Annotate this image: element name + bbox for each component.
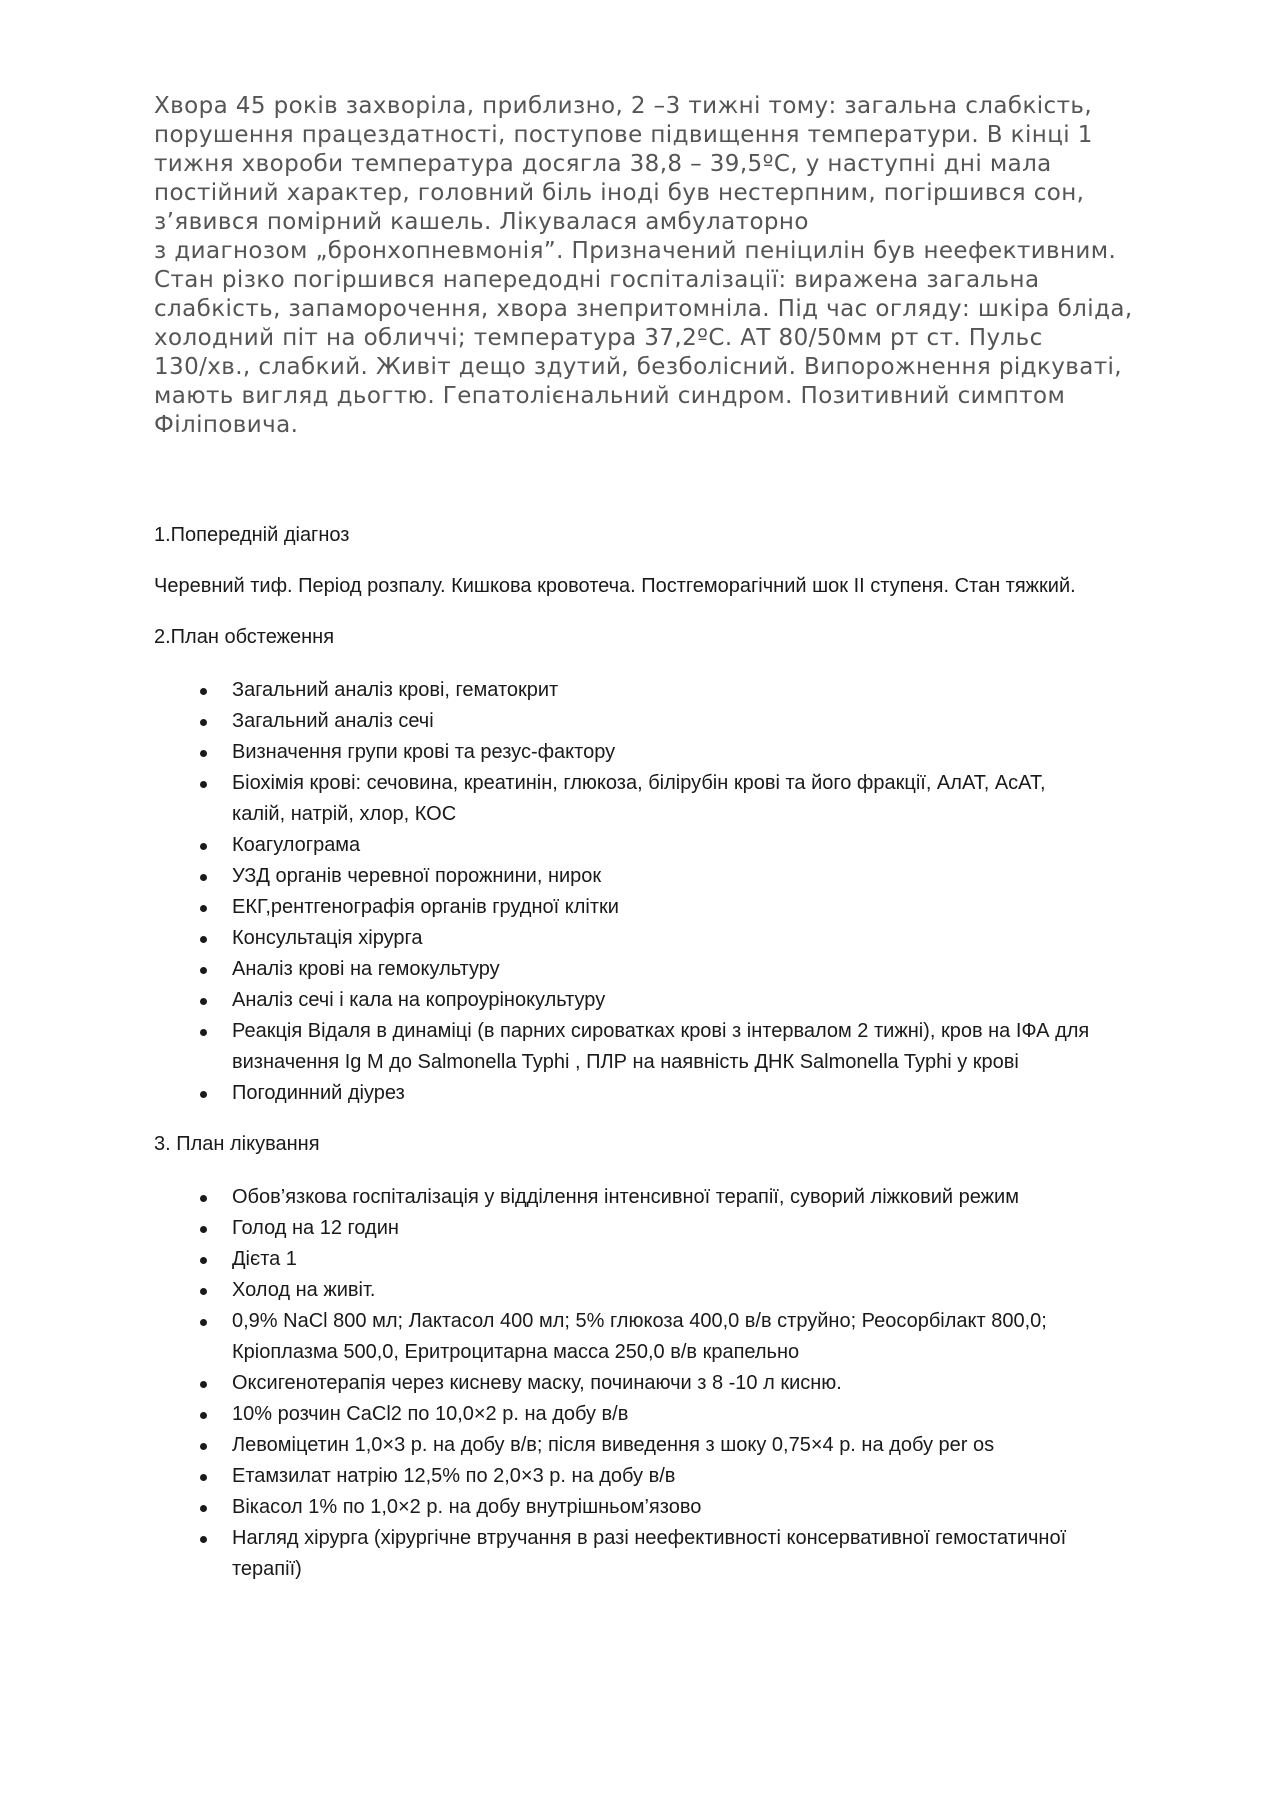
bullet-icon [200, 1319, 207, 1326]
treatment-plan-item [154, 1275, 1194, 1306]
case-text-line: Філіповича. [154, 412, 299, 438]
treatment-plan-item [154, 1244, 1194, 1275]
treatment-plan-item [154, 1182, 1194, 1213]
bullet-icon [200, 1257, 207, 1264]
bullet-icon [200, 1536, 207, 1543]
treatment-plan-item [154, 1306, 1194, 1368]
bullet-icon [200, 1288, 207, 1295]
list-item-text: Левоміцетин 1,0×3 р. на добу в/в; після виведення з шоку 0,75×4 р. на добу per os [232, 1434, 995, 1456]
bullet-icon [200, 719, 207, 726]
list-item-text: Холод на живіт. [232, 1279, 376, 1301]
list-item-text: 10% розчин CaCl2 по 10,0×2 р. на добу в/в [232, 1403, 629, 1425]
case-description [154, 92, 1214, 440]
bullet-icon [200, 688, 207, 695]
list-item-text: Голод на 12 годин [232, 1217, 399, 1239]
list-item-text: визначення Ig M до Salmonella Typhi , ПЛР на наявність ДНК Salmonella Typhi у крові [232, 1051, 1019, 1073]
treatment-plan-item [154, 1492, 1194, 1523]
bullet-icon [200, 967, 207, 974]
list-item-text: терапії) [232, 1558, 302, 1580]
answers-section [154, 520, 1194, 1585]
list-item-text: Нагляд хірурга (хірургічне втручання в разі неефективності консервативної гемостатичної [232, 1527, 1067, 1549]
exam-plan-item [154, 985, 1194, 1016]
treatment-plan-item [154, 1430, 1194, 1461]
exam-plan-item [154, 1016, 1194, 1078]
exam-plan-item [154, 954, 1194, 985]
case-text-line: слабкість, запаморочення, хвора знепритомніла. Під час огляду: шкіра бліда, [154, 296, 1133, 322]
bullet-icon [200, 1474, 207, 1481]
bullet-icon [200, 936, 207, 943]
exam-plan-item [154, 1078, 1194, 1109]
bullet-icon [200, 874, 207, 881]
case-text-line: постійний характер, головний біль іноді був нестерпним, погіршився сон, [154, 180, 1085, 206]
exam-plan-item [154, 830, 1194, 861]
bullet-icon [200, 1091, 207, 1098]
bullet-icon [200, 1505, 207, 1512]
case-text-line: порушення працездатності, поступове підвищення температури. В кінці 1 [154, 122, 1093, 148]
bullet-icon [200, 1381, 207, 1388]
case-text-line: з диагнозом „бронхопневмонія”. Призначений пеніцилін був неефективним. [154, 238, 1117, 264]
exam-plan-heading: 2.План обстеження [154, 626, 335, 648]
treatment-plan-item [154, 1399, 1194, 1430]
exam-plan-item [154, 737, 1194, 768]
list-item-text: Біохімія крові: сечовина, креатинін, глюкоза, білірубін крові та його фракції, АлАТ, АсАТ, [232, 772, 1046, 794]
list-item-text: Загальний аналіз сечі [232, 710, 434, 732]
case-text-line: тижня хвороби температура досягла 38,8 – 39,5ºС, у наступні дні мала [154, 151, 1052, 177]
case-text-line: Хвора 45 років захворіла, приблизно, 2 –3 тижні тому: загальна слабкість, [154, 93, 1093, 119]
list-item-text: Реакція Відаля в динаміці (в парних сироватках крові з інтервалом 2 тижні), кров на ІФА для [232, 1020, 1090, 1042]
list-item-text: Вікасол 1% по 1,0×2 р. на добу внутрішньом’язово [232, 1496, 702, 1518]
exam-plan-item [154, 768, 1194, 830]
bullet-icon [200, 750, 207, 757]
list-item-text: Кріоплазма 500,0, Еритроцитарна масса 250,0 в/в крапельно [232, 1341, 800, 1363]
treatment-plan-list [154, 1182, 1194, 1585]
bullet-icon [200, 1443, 207, 1450]
case-text-line: Стан різко погіршився напередодні госпіталізації: виражена загальна [154, 267, 1040, 293]
exam-plan-list [154, 675, 1194, 1109]
list-item-text: Консультація хірурга [232, 927, 423, 949]
list-item-text: калій, натрій, хлор, КОС [232, 803, 457, 825]
list-item-text: УЗД органів черевної порожнини, нирок [232, 865, 602, 887]
bullet-icon [200, 781, 207, 788]
list-item-text: Аналіз крові на гемокультуру [232, 958, 500, 980]
list-item-text: Визначення групи крові та резус-фактору [232, 741, 616, 763]
list-item-text: Загальний аналіз крові, гематокрит [232, 679, 559, 701]
case-text-line: мають вигляд дьогтю. Гепатолієнальний синдром. Позитивний симптом [154, 383, 1066, 409]
diagnosis-text: Черевний тиф. Період розпалу. Кишкова кровотеча. Постгеморагічний шок ІІ ступеня. Стан тяжкий. [154, 575, 1076, 597]
diagnosis-heading: 1.Попередній діагноз [154, 524, 350, 546]
bullet-icon [200, 1226, 207, 1233]
bullet-icon [200, 998, 207, 1005]
list-item-text: Дієта 1 [232, 1248, 297, 1270]
exam-plan-item [154, 892, 1194, 923]
bullet-icon [200, 843, 207, 850]
bullet-icon [200, 905, 207, 912]
list-item-text: Обов’язкова госпіталізація у відділення інтенсивної терапії, суворий ліжковий режим [232, 1186, 1019, 1208]
list-item-text: Оксигенотерапія через кисневу маску, починаючи з 8 -10 л кисню. [232, 1372, 842, 1394]
treatment-plan-item [154, 1213, 1194, 1244]
list-item-text: ЕКГ,рентгенографія органів грудної клітки [232, 896, 619, 918]
exam-plan-item [154, 706, 1194, 737]
exam-plan-item [154, 923, 1194, 954]
treatment-plan-heading: 3. План лікування [154, 1133, 320, 1155]
treatment-plan-item [154, 1368, 1194, 1399]
bullet-icon [200, 1412, 207, 1419]
list-item-text: Коагулограма [232, 834, 361, 856]
treatment-plan-item [154, 1461, 1194, 1492]
exam-plan-item [154, 861, 1194, 892]
bullet-icon [200, 1195, 207, 1202]
case-text-line: холодний піт на обличчі; температура 37,2ºС. АТ 80/50мм рт ст. Пульс [154, 325, 1043, 351]
bullet-icon [200, 1029, 207, 1036]
treatment-plan-item [154, 1523, 1194, 1585]
list-item-text: Етамзилат натрію 12,5% по 2,0×3 р. на добу в/в [232, 1465, 676, 1487]
list-item-text: Аналіз сечі і кала на копроурінокультуру [232, 989, 606, 1011]
case-text-line: 130/хв., слабкий. Живіт дещо здутий, безболісний. Випорожнення рідкуваті, [154, 354, 1123, 380]
list-item-text: Погодинний діурез [232, 1082, 405, 1104]
case-text-line: з’явився помірний кашель. Лікувалася амбулаторно [154, 209, 809, 235]
exam-plan-item [154, 675, 1194, 706]
list-item-text: 0,9% NaCl 800 мл; Лактасол 400 мл; 5% глюкоза 400,0 в/в струйно; Реосорбілакт 800,0; [232, 1310, 1047, 1332]
